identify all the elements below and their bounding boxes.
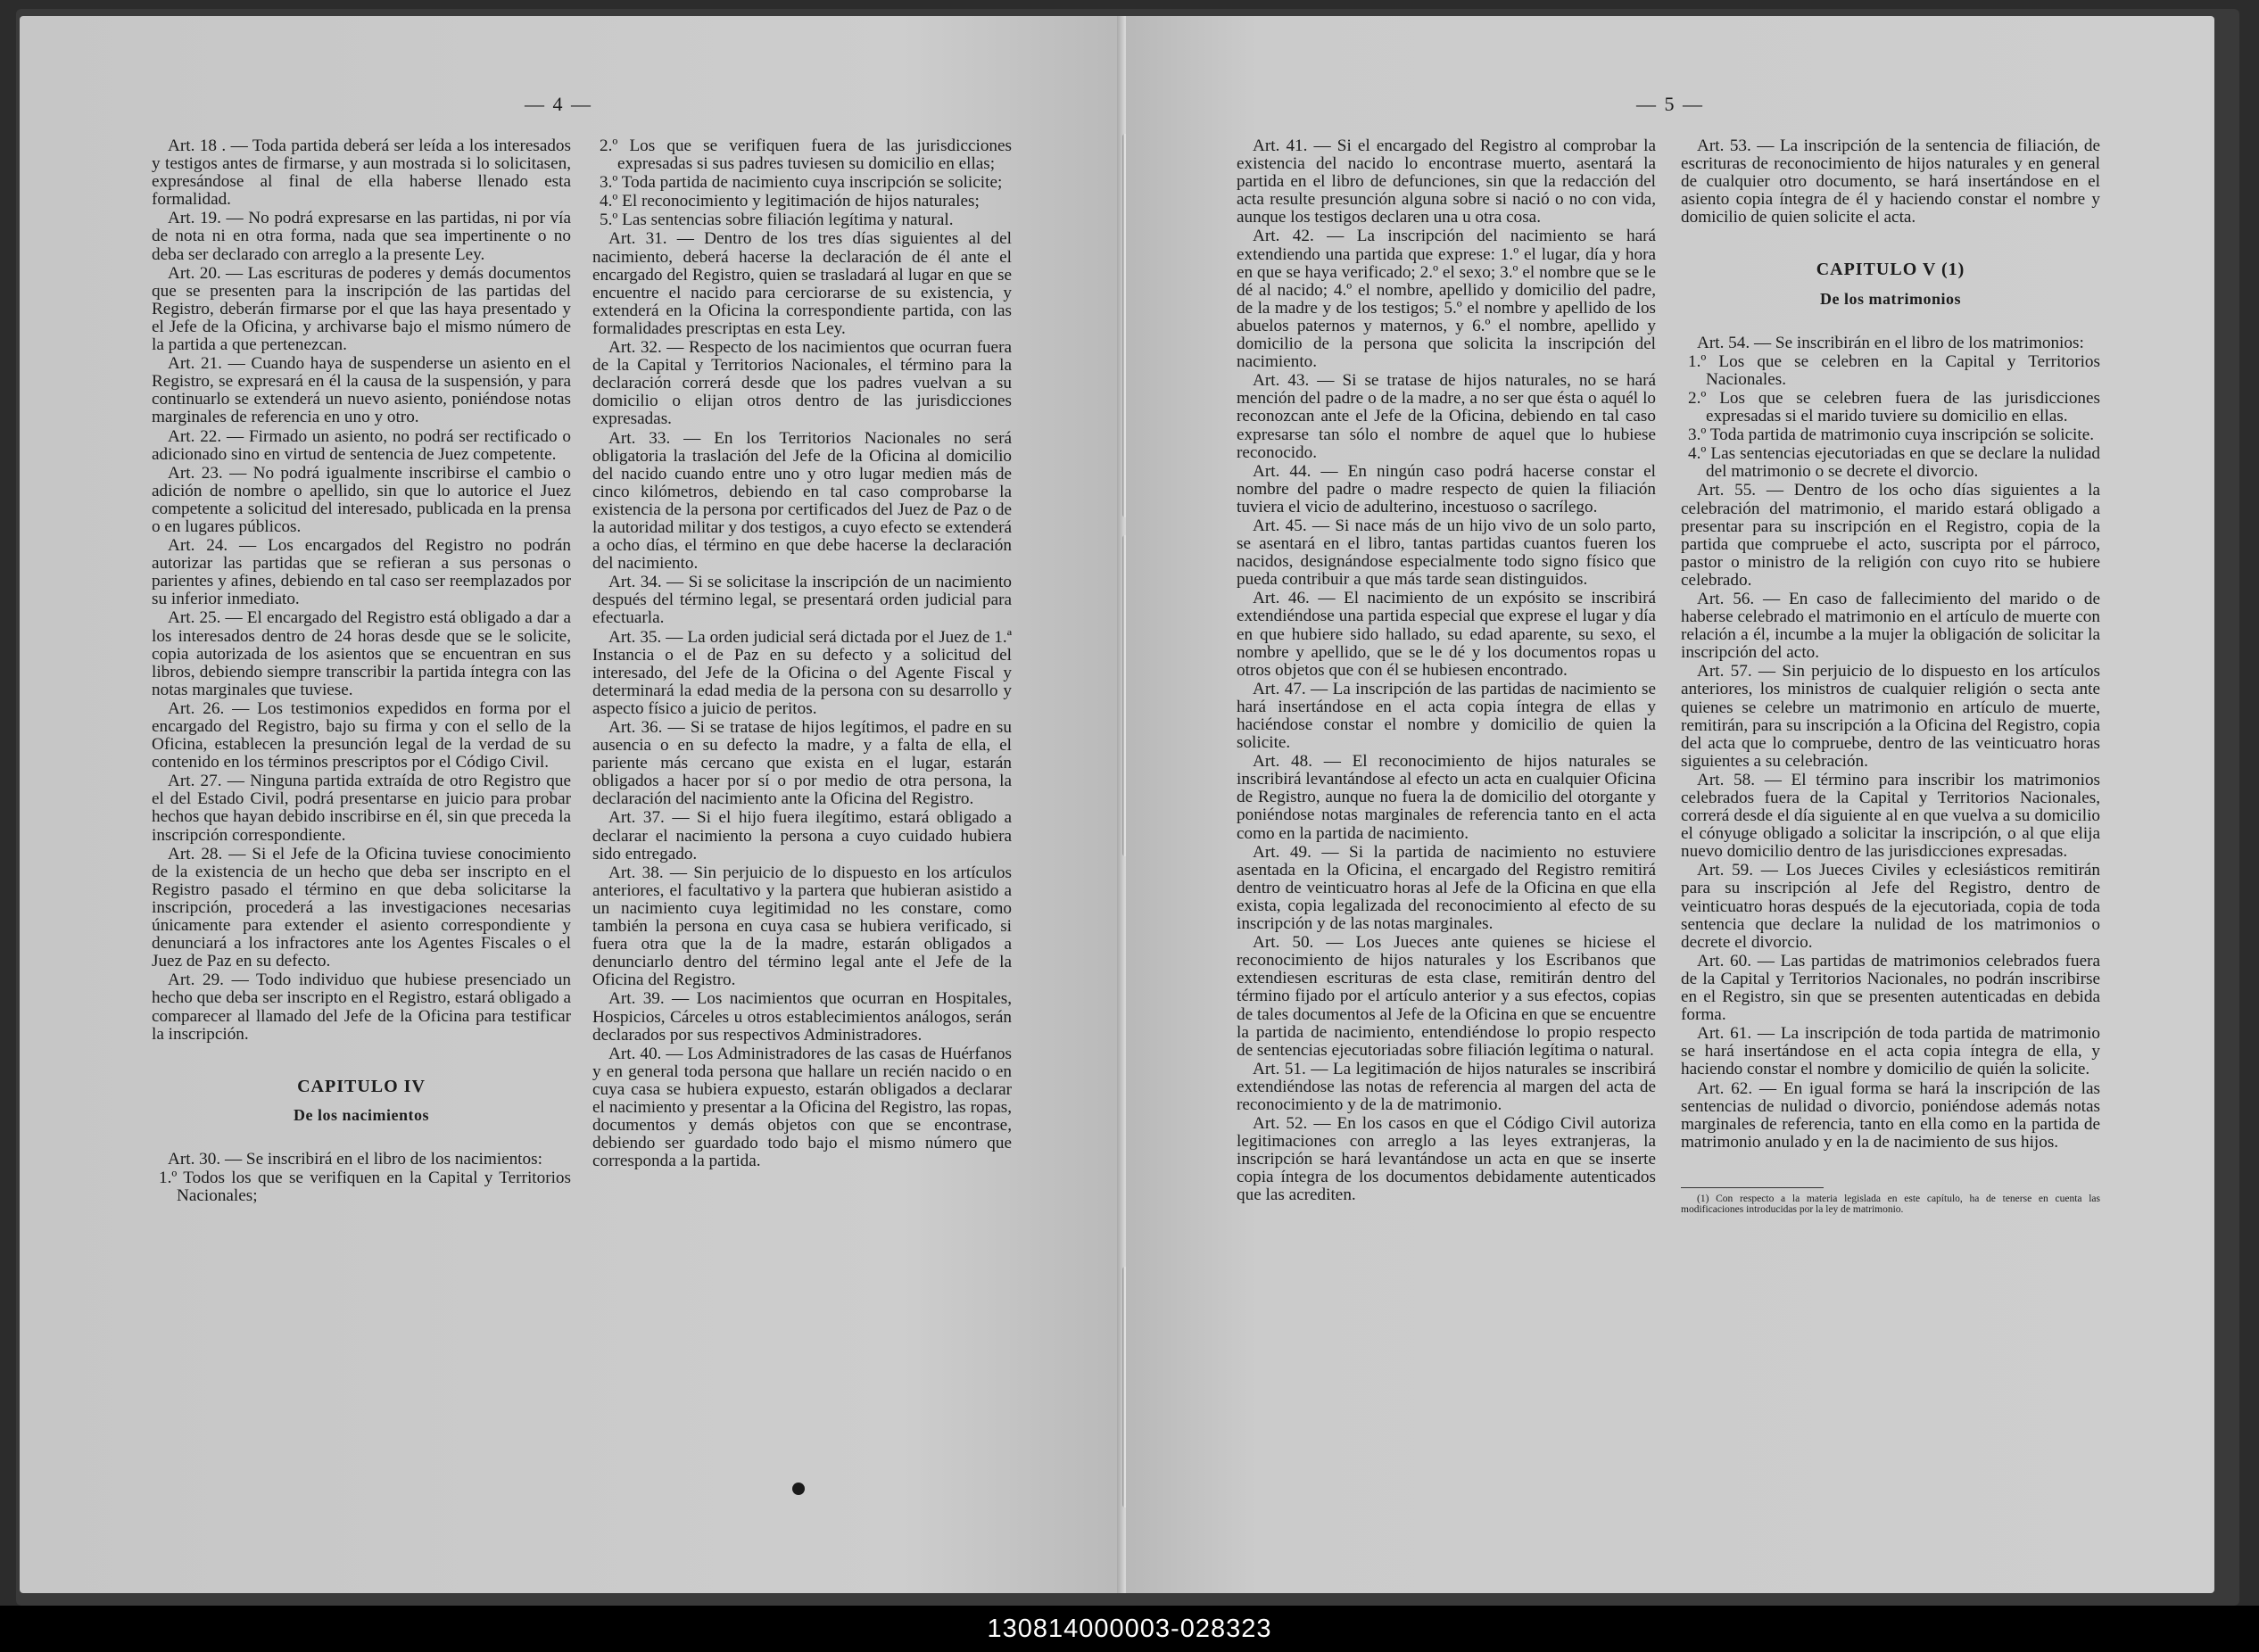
- chapter-title: CAPITULO V (1): [1816, 260, 1965, 280]
- article-paragraph: Art. 60. — Las partidas de matrimonios celebrados fuera de la Capital y Territorios Nacionales, no podrán inscribirse en el Registro, sin que se presenten autenticadas en debida forma.: [1681, 951, 2100, 1025]
- article-paragraph: Art. 61. — La inscripción de toda partida de matrimonio se hará insertándose en el acta copia íntegra de ella, y haciendo constar el nombre y domicilio de quién la solicite.: [1681, 1024, 2100, 1079]
- right-page-column-1: [1237, 137, 1656, 1206]
- left-page-column-1: [152, 137, 571, 1206]
- page-number-right: — 5 —: [1636, 93, 1704, 115]
- article-paragraph: Art. 44. — En ningún caso podrá hacerse constar el nombre del padre o madre respecto de quien la filiación tuviera el vicio de adulterino, incestuoso o sacrílego.: [1237, 461, 1656, 516]
- article-paragraph: Art. 31. — Dentro de los tres días siguientes al del nacimiento, deberá hacerse la declaración de él ante el encargado del Registro, quien se trasladará al lugar en que se encuentre el nacido para cerciorarse de su existencia, y extenderá en la Oficina la correspondiente partida, con las formalidades prescriptas en esta Ley.: [592, 229, 1012, 338]
- article-paragraph: Art. 47. — La inscripción de las partidas de nacimiento se hará insertándose en el acta copia íntegra de ellas y haciéndose constar el nombre y domicilio de quien la solicite.: [1237, 679, 1656, 753]
- chapter-subtitle: De los nacimientos: [294, 1105, 429, 1124]
- article-paragraph: Art. 54. — Se inscribirán en el libro de los matrimonios:: [1697, 333, 2084, 352]
- list-item: 1.º Todos los que se verifiquen en la Capital y Territorios Nacionales;: [159, 1168, 571, 1206]
- article-paragraph: Art. 18 . — Toda partida deberá ser leída a los interesados y testigos antes de firmarse, y aun mostrada si lo solicitasen, expresándose al final de ella haberse llenado esta formalidad.: [152, 136, 571, 210]
- article-paragraph: Art. 43. — Si se tratase de hijos naturales, no se hará mención del padre o de la madre, a no ser que ésta o aquél lo reconozcan ante el Jefe de la Oficina, debiendo en tal caso expresarse tan sólo el nombre de aquel que lo hubiese reconocido.: [1237, 371, 1656, 462]
- page-number-left: — 4 —: [525, 93, 592, 115]
- article-paragraph: Art. 50. — Los Jueces ante quienes se hiciese el reconocimiento de hijos naturales y los Escribanos que extendiesen escrituras de esta clase, remitirán dentro del término fijado por el artículo anterior y a sus efectos, copias de tales documentos al Jefe de la Oficina en que se encuentre la partida de nacimiento, entendiéndose lo propio respecto de sentencias ejecutoriadas sobre filiación legítima o natural.: [1237, 933, 1656, 1060]
- article-paragraph: Art. 26. — Los testimonios expedidos en forma por el encargado del Registro, bajo su firma y con el sello de la Oficina, establecen la presunción legal de la verdad de su contenido en los términos prescriptos por el Código Civil.: [152, 698, 571, 772]
- list-item: 2.º Los que se verifiquen fuera de las jurisdicciones expresadas si sus padres tuviesen su domicilio en ellas;: [600, 136, 1012, 174]
- article-paragraph: Art. 37. — Si el hijo fuera ilegítimo, estará obligado a declarar el nacimiento la persona a cuyo cuidado hubiera sido entregado.: [592, 808, 1012, 863]
- article-paragraph: Art. 56. — En caso de fallecimiento del marido o de haberse celebrado el matrimonio en el artículo de muerte con relación a él, incumbe a la mujer la obligación de solicitar la inscripción del acto.: [1681, 589, 2100, 663]
- article-paragraph: Art. 35. — La orden judicial será dictada por el Juez de 1.ª Instancia o el de Paz en su defecto y a solicitud del interesado, del Jefe de la Oficina o del Agente Fiscal y determinará la edad media de la persona con su desarrollo y aspecto físico a juicio de peritos.: [592, 627, 1012, 718]
- article-paragraph: Art. 51. — La legitimación de hijos naturales se inscribirá extendiéndose las notas de referencia al margen del acta de reconocimiento y de la de matrimonio.: [1237, 1059, 1656, 1114]
- list-item: 1.º Los que se celebren en la Capital y Territorios Nacionales.: [1688, 351, 2100, 389]
- article-paragraph: Art. 62. — En igual forma se hará la inscripción de las sentencias de nulidad o divorcio, poniéndose además notas marginales de referencia, tanto en ella como en la partida de matrimonio anulado y en la de nacimiento de sus hijos.: [1681, 1078, 2100, 1152]
- article-paragraph: Art. 53. — La inscripción de la sentencia de filiación, de escrituras de reconocimiento de hijos naturales y en general de cualquier otro documento, se hará insertándose en el asiento copia íntegra de él y haciendo constar el nombre y domicilio de quien solicite el acta.: [1681, 136, 2100, 227]
- article-paragraph: Art. 58. — El término para inscribir los matrimonios celebrados fuera de la Capital y Territorios Nacionales, correrá desde el día siguiente al en que vuelva a su domicilio el cónyuge obligado a solicitar la inscripción, o al que elija nuevo domicilio dentro de las jurisdicciones expresadas.: [1681, 770, 2100, 862]
- list-item: 5.º Las sentencias sobre filiación legítima y natural.: [600, 211, 954, 230]
- chapter-title: CAPITULO IV: [297, 1076, 426, 1096]
- right-page: [1126, 16, 2214, 1593]
- footnote: (1) Con respecto a la materia legislada en este capítulo, ha de tenerse en cuenta las modificaciones introducidas por la ley de matrimonio.: [1681, 1193, 2100, 1215]
- list-item: 2.º Los que se celebren fuera de las jurisdicciones expresadas si el marido tuviere su domicilio en ellas.: [1688, 388, 2100, 426]
- article-paragraph: Art. 22. — Firmado un asiento, no podrá ser rectificado o adicionado sino en virtud de sentencia de Juez competente.: [152, 426, 571, 464]
- article-paragraph: Art. 30. — Se inscribirá en el libro de los nacimientos:: [168, 1149, 542, 1169]
- article-paragraph: Art. 28. — Si el Jefe de la Oficina tuviese conocimiento de la existencia de un hecho que deba ser inscripto en el Registro pasado el término en que deba solicitarse la inscripción, procederá a las investigaciones necesarias únicamente para extender el asiento correspondiente y denunciará a los infractores ante los Agentes Fiscales o el Juez de Paz en su defecto.: [152, 844, 571, 971]
- article-paragraph: Art. 48. — El reconocimiento de hijos naturales se inscribirá levantándose al efecto un acta en cualquier Oficina de Registro, aunque no fuera la de domicilio del otorgante y poniéndose notas marginales de referencia tanto en el acta como en la partida de nacimiento.: [1237, 752, 1656, 843]
- article-paragraph: Art. 32. — Respecto de los nacimientos que ocurran fuera de la Capital y Territorios Nacionales, el término para la declaración correrá desde que los padres vuelvan a su domicilio o elijan otros dentro de las jurisdicciones expresadas.: [592, 338, 1012, 429]
- article-paragraph: Art. 21. — Cuando haya de suspenderse un asiento en el Registro, se expresará en él la causa de la suspensión, y para continuarlo se extenderá un nuevo asiento, poniéndose notas marginales de referencia en uno y otro.: [152, 354, 571, 427]
- list-item: 3.º Toda partida de nacimiento cuya inscripción se solicite;: [600, 173, 1003, 193]
- article-paragraph: Art. 42. — La inscripción del nacimiento se hará extendiendo una partida que exprese: 1.º el lugar, día y hora en que se haya verificado; 2.º el sexo; 3.º el nombre que se le dé al nacido; 4.º el nombre, apellido y domicilio del padre, de la madre y de los testigos; 5.º el nombre y apellido de los abuelos paternos y maternos, y 6.º el nombre, apellido y domicilio de la persona que solicita la inscripción del nacimiento.: [1237, 227, 1656, 372]
- footnote-rule: [1681, 1187, 1824, 1188]
- article-paragraph: Art. 36. — Si se tratase de hijos legítimos, el padre en su ausencia o en su defecto la madre, y a falta de ella, el pariente más cercano que exista en el lugar, estarán obligados a hacer por sí o por medio de otra persona, la declaración del nacimiento ante la Oficina del Registro.: [592, 718, 1012, 809]
- article-paragraph: Art. 41. — Si el encargado del Registro al comprobar la existencia del nacido lo encontrase muerto, asentará la partida en el libro de defunciones, sin que la redacción del acta resulte presunción alguna sobre si nació o no con vida, aunque los testigos declaren una u otra cosa.: [1237, 136, 1656, 227]
- article-paragraph: Art. 20. — Las escrituras de poderes y demás documentos que se presenten para la inscripción de las partidas del Registro, deberán firmarse por el que las haya presentado y el Jefe de la Oficina, y archivarse bajo el mismo número de la partida a que pertenezcan.: [152, 263, 571, 355]
- article-paragraph: Art. 40. — Los Administradores de las casas de Huérfanos y en general toda persona que hallare un recién nacido o en cuya casa se hubiera expuesto, estarán obligados a declarar el nacimiento y presentar a la Oficina del Registro, las ropas, documentos y demás objetos con que se encontrase, debiendo ser guardado todo bajo el mismo número que corresponda a la partida.: [592, 1044, 1012, 1171]
- article-paragraph: Art. 46. — El nacimiento de un expósito se inscribirá extendiéndose una partida especial que exprese el lugar y día en que hubiere sido hallado, su edad aparente, su sexo, el nombre y apellido, que se le dé y los documentos ropas u otros objetos que con él se hubiesen encontrado.: [1237, 589, 1656, 680]
- right-page-column-2: [1681, 137, 2100, 1216]
- list-item: 3.º Toda partida de matrimonio cuya inscripción se solicite.: [1688, 425, 2095, 445]
- article-paragraph: Art. 52. — En los casos en que el Código Civil autoriza legitimaciones con arreglo a las leyes extranjeras, la inscripción se hará levantándose un acta en que se inserte copia íntegra de los documentos debidamente autenticados que las acrediten.: [1237, 1114, 1656, 1205]
- article-paragraph: Art. 23. — No podrá igualmente inscribirse el cambio o adición de nombre o apellido, sin que lo autorice el Juez competente a solicitud del interesado, publicada en la prensa o en lugares públicos.: [152, 463, 571, 536]
- article-paragraph: Art. 24. — Los encargados del Registro no podrán autorizar las partidas que se refieran a sus personas o parientes y afines, debiendo en tal caso ser reemplazados por su inferior inmediato.: [152, 536, 571, 609]
- chapter-subtitle: De los matrimonios: [1820, 289, 1961, 308]
- article-paragraph: Art. 55. — Dentro de los ocho días siguientes a la celebración del matrimonio, el marido estará obligado a presentar para su inscripción en el Registro, copia de la partida que compruebe el acto, suscripta por el párroco, pastor o ministro de la religión con cuyo rito se hubiere celebrado.: [1681, 481, 2100, 590]
- list-item: 4.º El reconocimiento y legitimación de hijos naturales;: [600, 192, 980, 211]
- article-paragraph: Art. 45. — Si nace más de un hijo vivo de un solo parto, se asentará en el libro, tantas partidas cuantos fueren los nacidos, designándose especialmente todo signo físico que pueda contribuir a que más tarde sean distinguidos.: [1237, 516, 1656, 590]
- article-paragraph: Art. 57. — Sin perjuicio de lo dispuesto en los artículos anteriores, los ministros de cualquier religión o secta ante quienes se celebre un matrimonio en artículo de muerte, remitirán, para su inscripción a la Oficina del Registro, copia del acta que lo compruebe, dentro de las veinticuatro horas siguientes a su celebración.: [1681, 662, 2100, 771]
- article-paragraph: Art. 59. — Los Jueces Civiles y eclesiásticos remitirán para su inscripción al Jefe del Registro, dentro de veinticuatro horas después de la ejecutoriada, copia de toda sentencia que declare la nulidad de los matrimonios o decrete el divorcio.: [1681, 861, 2100, 952]
- article-paragraph: Art. 29. — Todo individuo que hubiese presenciado un hecho que deba ser inscripto en el Registro, estará obligado a comparecer al llamado del Jefe de la Oficina para testificar la inscripción.: [152, 971, 571, 1044]
- ink-blot: [792, 1483, 805, 1495]
- left-page-column-2: [592, 137, 1012, 1171]
- article-paragraph: Art. 34. — Si se solicitase la inscripción de un nacimiento después del término legal, se presentará orden judicial para efectuarla.: [592, 573, 1012, 628]
- article-paragraph: Art. 38. — Sin perjuicio de lo dispuesto en los artículos anteriores, el facultativo y la partera que hubieran asistido a un nacimiento cuya legitimidad no les constare, como también la persona en cuya casa se hubiera verificado, si fuera otra que la de la madre, estarán obligados a denunciarlo dentro del término legal ante el Jefe de la Oficina del Registro.: [592, 863, 1012, 990]
- list-item: 4.º Las sentencias ejecutoriadas en que se declare la nulidad del matrimonio o se decrete el divorcio.: [1688, 444, 2100, 482]
- article-paragraph: Art. 33. — En los Territorios Nacionales no será obligatoria la traslación del Jefe de la Oficina al domicilio del nacido cuando entre uno y otro lugar medien más de cinco kilómetros, debiendo en tal caso comprobarse la existencia de la persona por certificados del Juez de Paz o de la autoridad militar y dos testigos, a cuyo efecto se extenderá a ocho días, el término en que debe hacerse la declaración del nacimiento.: [592, 428, 1012, 574]
- article-paragraph: Art. 27. — Ninguna partida extraída de otro Registro que el del Estado Civil, podrá presentarse en juicio para probar hechos que hayan debido inscribirse en él, sin que preceda la inscripción correspondiente.: [152, 772, 571, 845]
- scan-id-label: 130814000003-028323: [0, 1606, 2259, 1652]
- article-paragraph: Art. 39. — Los nacimientos que ocurran en Hospitales, Hospicios, Cárceles u otros establecimientos análogos, serán declarados por sus respectivos Administradores.: [592, 989, 1012, 1045]
- left-page: [20, 16, 1124, 1593]
- article-paragraph: Art. 19. — No podrá expresarse en las partidas, ni por vía de nota ni en otra forma, nada que sea impertinente o no deba ser declarado con arreglo a la presente Ley.: [152, 209, 571, 264]
- article-paragraph: Art. 25. — El encargado del Registro está obligado a dar a los interesados dentro de 24 horas desde que se le solicite, copia autorizada de los asientos que se encuentran en sus libros, debiendo siempre transcribir la partida íntegra con las notas marginales que tuviese.: [152, 608, 571, 699]
- article-paragraph: Art. 49. — Si la partida de nacimiento no estuviere asentada en la Oficina, el encargado del Registro remitirá dentro de veinticuatro horas al Jefe de la Oficina en que ella exista, copia legalizada del reconocimiento al efecto de su inscripción y de las notas marginales.: [1237, 842, 1656, 934]
